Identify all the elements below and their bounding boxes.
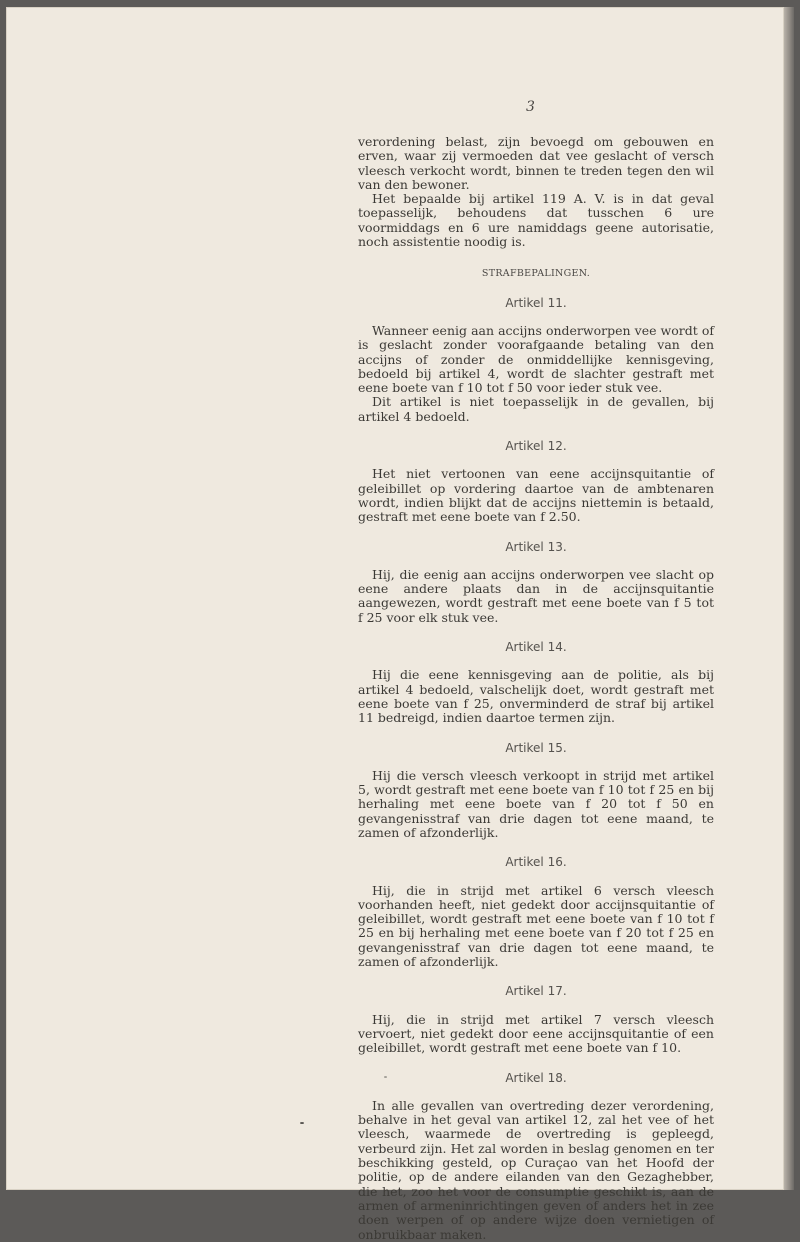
- section-title: STRAFBEPALINGEN.: [481, 268, 591, 280]
- article-heading: Artikel 11.: [505, 295, 567, 310]
- article-paragraph: Hij, die eenig aan accijns onderworpen vee slacht op eene andere plaats dan in de accijnsquitantie aangewezen, wordt gestraft met eene boete van f 5 tot f 25 voor elk stuk vee.: [358, 566, 714, 625]
- article-heading: Artikel 14.: [505, 640, 567, 655]
- document-body: [358, 135, 714, 1242]
- article-paragraph: Hij, die in strijd met artikel 7 versch vleesch vervoert, niet gedekt door eene accijnsquitantie of een geleibillet, wordt gestraft met eene boete van f 10.: [358, 1011, 714, 1056]
- article-paragraph: Wanneer eenig aan accijns onderworpen vee wordt of is geslacht zonder voorafgaande betaling van den accijns of zonder de onmiddellijke kennisgeving, bedoeld bij artikel 4, wordt de slachter gestraft met eene boete van f 10 tot f 50 voor ieder stuk vee.: [358, 322, 714, 396]
- article-paragraph: Hij die versch vleesch verkoopt in strijd met artikel 5, wordt gestraft met eene boete van f 10 tot f 25 en bij herhaling met eene boete van f 20 tot f 50 en gevangenisstraf van drie dagen tot eene maand, te zamen of afzonderlijk.: [358, 767, 714, 840]
- article-heading: Artikel 13.: [505, 539, 567, 554]
- article-heading: Artikel 15.: [505, 740, 567, 755]
- document-page: [6, 7, 784, 1242]
- article-heading: Artikel 12.: [505, 439, 567, 454]
- article-paragraph: Het niet vertoonen van eene accijnsquitantie of geleibillet op vordering daartoe van de ambtenaren wordt, indien blijkt dat de accijns niettemin is betaald, gestraft met eene boete van f 2.50.: [358, 466, 714, 525]
- page-edge: [784, 7, 794, 1190]
- page-number: 3: [526, 99, 535, 115]
- article-heading: Artikel 18.: [505, 1070, 567, 1085]
- paper-speck: [384, 1076, 387, 1078]
- article-paragraph: Hij, die in strijd met artikel 6 versch vleesch voorhanden heeft, niet gedekt door accijnsquitantie of geleibillet, wordt gestraft met eene boete van f 10 tot f 25 en bij herhaling met eene boete van f 20 tot f 25 en gevangenisstraf van drie dagen tot eene maand, te zamen of afzonderlijk.: [358, 882, 714, 970]
- article-paragraph: In alle gevallen van overtreding dezer verordening, behalve in het geval van artikel 12, zal het vee of het vleesch, waarmede de overtreding is gepleegd, verbeurd zijn. Het zal worden in beslag genomen en ter beschikking gesteld, op Curaçao van het Hoofd der politie, op de andere eilanden van den Gezaghebber, die het, zoo het voor de consumptie geschikt is, aan de armen of armeninrichtingen geven of anders het in zee doen werpen of op andere wijze doen vernietigen of onbruikbaar maken.: [358, 1097, 714, 1242]
- article-paragraph: Dit artikel is niet toepasselijk in de gevallen, bij artikel 4 bedoeld.: [358, 394, 714, 424]
- paper-speck: [300, 1122, 304, 1124]
- intro-paragraph: Het bepaalde bij artikel 119 A. V. is in dat geval toepasselijk, behoudens dat tusschen 6 ure voormiddags en 6 ure namiddags geene autorisatie, noch assistentie noodig is.: [358, 191, 714, 250]
- article-heading: Artikel 16.: [505, 855, 567, 870]
- article-paragraph: Hij die eene kennisgeving aan de politie, als bij artikel 4 bedoeld, valschelijk doet, wordt gestraft met eene boete van f 25, onverminderd de straf bij artikel 11 bedreigd, indien daartoe termen zijn.: [358, 667, 714, 726]
- intro-paragraph: verordening belast, zijn bevoegd om gebouwen en erven, waar zij vermoeden dat vee geslacht of versch vleesch verkocht wordt, binnen te treden tegen den wil van den bewoner.: [358, 134, 714, 192]
- article-heading: Artikel 17.: [505, 984, 567, 999]
